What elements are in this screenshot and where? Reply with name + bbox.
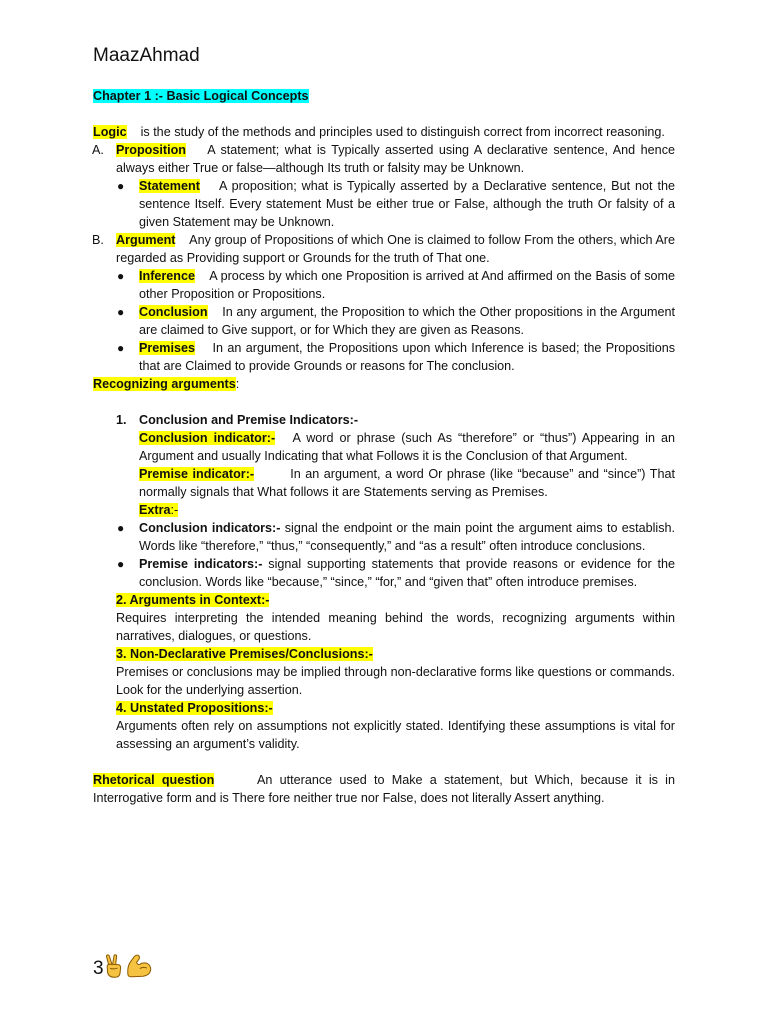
bullet-icon: ●	[117, 179, 125, 193]
proposition-definition	[93, 141, 675, 177]
conclusion-indicator-term: Conclusion indicator:-	[139, 431, 276, 445]
statement-term: Statement	[139, 179, 200, 193]
argument-definition	[93, 231, 675, 267]
premise-indicator-term: Premise indicator:-	[139, 467, 255, 481]
premises-term: Premises	[139, 341, 196, 355]
logic-text: is the study of the methods and principles used to distinguish correct from incorrect reasoning.	[140, 125, 665, 139]
recognizing-title: Recognizing arguments	[93, 377, 236, 391]
bullet-icon: ●	[117, 341, 125, 355]
premises-text: In an argument, the Propositions upon which Inference is based; the Propositions that are Claimed to provide Grounds or reasons for The conclusion.	[139, 341, 676, 373]
conclusion-indicator-text: A word or phrase (such As “therefore” or “thus”) Appearing in an Argument and usually Indicating that what Follows it is the Conclusion of that Argument.	[139, 431, 675, 463]
conclusion-text: In any argument, the Proposition to which the Other propositions in the Argument are claimed to Give support, or for Which they are given as Reasons.	[139, 305, 675, 337]
item-4-text: Arguments often rely on assumptions not explicitly stated. Identifying these assumptions is vital for assessing an argument’s validity.	[116, 719, 675, 751]
author-name: MaazAhmad	[93, 45, 200, 66]
page-number: 3	[93, 958, 104, 979]
conclusion-term: Conclusion	[139, 305, 208, 319]
list-item	[93, 303, 675, 339]
recognizing-heading	[93, 375, 675, 393]
item-2-title: 2. Arguments in Context:-	[116, 593, 270, 607]
premise-indicator-text: In an argument, a word Or phrase (like “because” and “since”) That normally signals that What follows it are Statements serving as Premises.	[139, 467, 675, 499]
premise-indicator-definition	[93, 465, 675, 501]
document-body	[93, 87, 675, 807]
list-item	[93, 267, 675, 303]
argument-text: Any group of Propositions of which One is claimed to follow From the others, which Are regarded as Providing support or Grounds for the truth of That one.	[116, 233, 675, 265]
bullet-icon: ●	[117, 557, 125, 571]
item-1-number: 1.	[116, 413, 127, 427]
chapter-heading	[93, 87, 675, 105]
logic-term: Logic	[93, 125, 127, 139]
item-3-heading	[93, 645, 675, 663]
bullet-icon: ●	[117, 305, 125, 319]
bullet-icon: ●	[117, 269, 125, 283]
section-a-marker: A.	[92, 143, 104, 157]
item-4-heading	[93, 699, 675, 717]
statement-text: A proposition; what is Typically asserted by a Declarative sentence, But not the sentence Itself. Every statement Must be either true or False, although the truth Or falsity of a given Statement may be Unknown.	[139, 179, 675, 229]
section-b-marker: B.	[92, 233, 104, 247]
victory-hand-icon	[104, 954, 124, 986]
list-item	[93, 555, 675, 591]
recognizing-colon: :	[235, 377, 240, 391]
item-3-text: Premises or conclusions may be implied through non-declarative forms like questions or commands. Look for the underlying assertion.	[116, 665, 675, 697]
premise-indicators-text: signal supporting statements that provide reasons or evidence for the conclusion. Words like “because,” “since,” “for,” and “given that” often introduce premises.	[139, 557, 676, 589]
inference-term: Inference	[139, 269, 195, 283]
chapter-title: Chapter 1 :- Basic Logical Concepts	[93, 89, 309, 103]
list-item	[93, 339, 675, 375]
extra-label	[139, 503, 178, 517]
conclusion-indicators-term: Conclusion indicators:-	[139, 521, 281, 535]
list-item	[93, 519, 675, 555]
conclusion-indicators-text: signal the endpoint or the main point the argument aims to establish. Words like “therefore,” “thus,” “consequently,” and “as a result” often introduce conclusions.	[139, 521, 675, 553]
proposition-text: A statement; what is Typically asserted using A declarative sentence, And hence always either True or false—although Its truth or falsity may be Unknown.	[116, 143, 675, 175]
extra-label-suffix: :-	[170, 503, 179, 517]
inference-text: A process by which one Proposition is arrived at And affirmed on the Basis of some other Proposition or Propositions.	[139, 269, 675, 301]
rhetorical-question-definition	[93, 771, 675, 807]
item-4-title: 4. Unstated Propositions:-	[116, 701, 273, 715]
item-2-text: Requires interpreting the intended meaning behind the words, recognizing arguments within narratives, dialogues, or questions.	[116, 611, 675, 643]
extra-label-row	[93, 501, 675, 519]
page-footer	[93, 954, 152, 986]
numbered-item-1	[93, 411, 675, 429]
item-1-title: Conclusion and Premise Indicators:-	[139, 413, 359, 427]
item-2-heading	[93, 591, 675, 609]
argument-term: Argument	[116, 233, 176, 247]
premise-indicators-term: Premise indicators:-	[139, 557, 263, 571]
rhetorical-term: Rhetorical question	[93, 773, 215, 787]
logic-definition	[93, 123, 675, 141]
extra-label-text: Extra	[139, 503, 171, 517]
list-item	[93, 177, 675, 231]
rhetorical-text: An utterance used to Make a statement, but Which, because it is in Interrogative form and is There fore neither true nor False, does not literally Assert anything.	[93, 773, 675, 805]
conclusion-indicator-definition	[93, 429, 675, 465]
flexed-biceps-icon	[126, 954, 152, 986]
proposition-term: Proposition	[116, 143, 186, 157]
bullet-icon: ●	[117, 521, 125, 535]
item-3-title: 3. Non-Declarative Premises/Conclusions:-	[116, 647, 373, 661]
